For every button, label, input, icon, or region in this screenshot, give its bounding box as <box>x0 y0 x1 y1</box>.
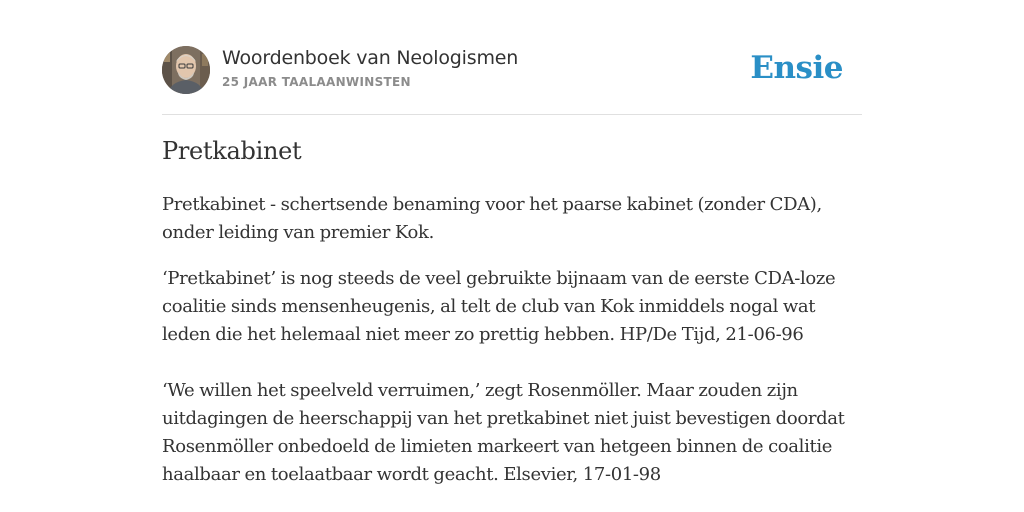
source-title[interactable]: Woordenboek van Neologismen <box>222 47 519 69</box>
citation-quote: ‘Pretkabinet’ is nog steeds de veel gebruikte bijnaam van de eerste CDA-loze coalitie sinds mensenheugenis, al telt de club van Kok inmiddels nogal wat leden die het helemaal niet meer zo prettig hebben. HP/De Tijd, 21-06-96 <box>162 268 836 345</box>
brand-logo[interactable]: Ensie <box>750 50 843 86</box>
author-portrait-icon <box>162 46 210 94</box>
author-avatar[interactable] <box>162 46 210 94</box>
term-definition: Pretkabinet - schertsende benaming voor het paarse kabinet (zonder CDA), onder leiding van premier Kok. <box>162 194 822 243</box>
term-title: Pretkabinet <box>162 137 302 165</box>
source-subtitle: 25 JAAR TAALAANWINSTEN <box>222 75 411 89</box>
citation-quote: ‘We willen het speelveld verruimen,’ zegt Rosenmöller. Maar zouden zijn uitdagingen de heerschappij van het pretkabinet niet juist bevestigen doordat Rosenmöller onbedoeld de limieten markeert van hetgeen binnen de coalitie haalbaar en toelaatbaar wordt geacht. Elsevier, 17-01-98 <box>162 380 845 485</box>
entry-card <box>162 46 862 485</box>
source-header <box>162 46 862 115</box>
